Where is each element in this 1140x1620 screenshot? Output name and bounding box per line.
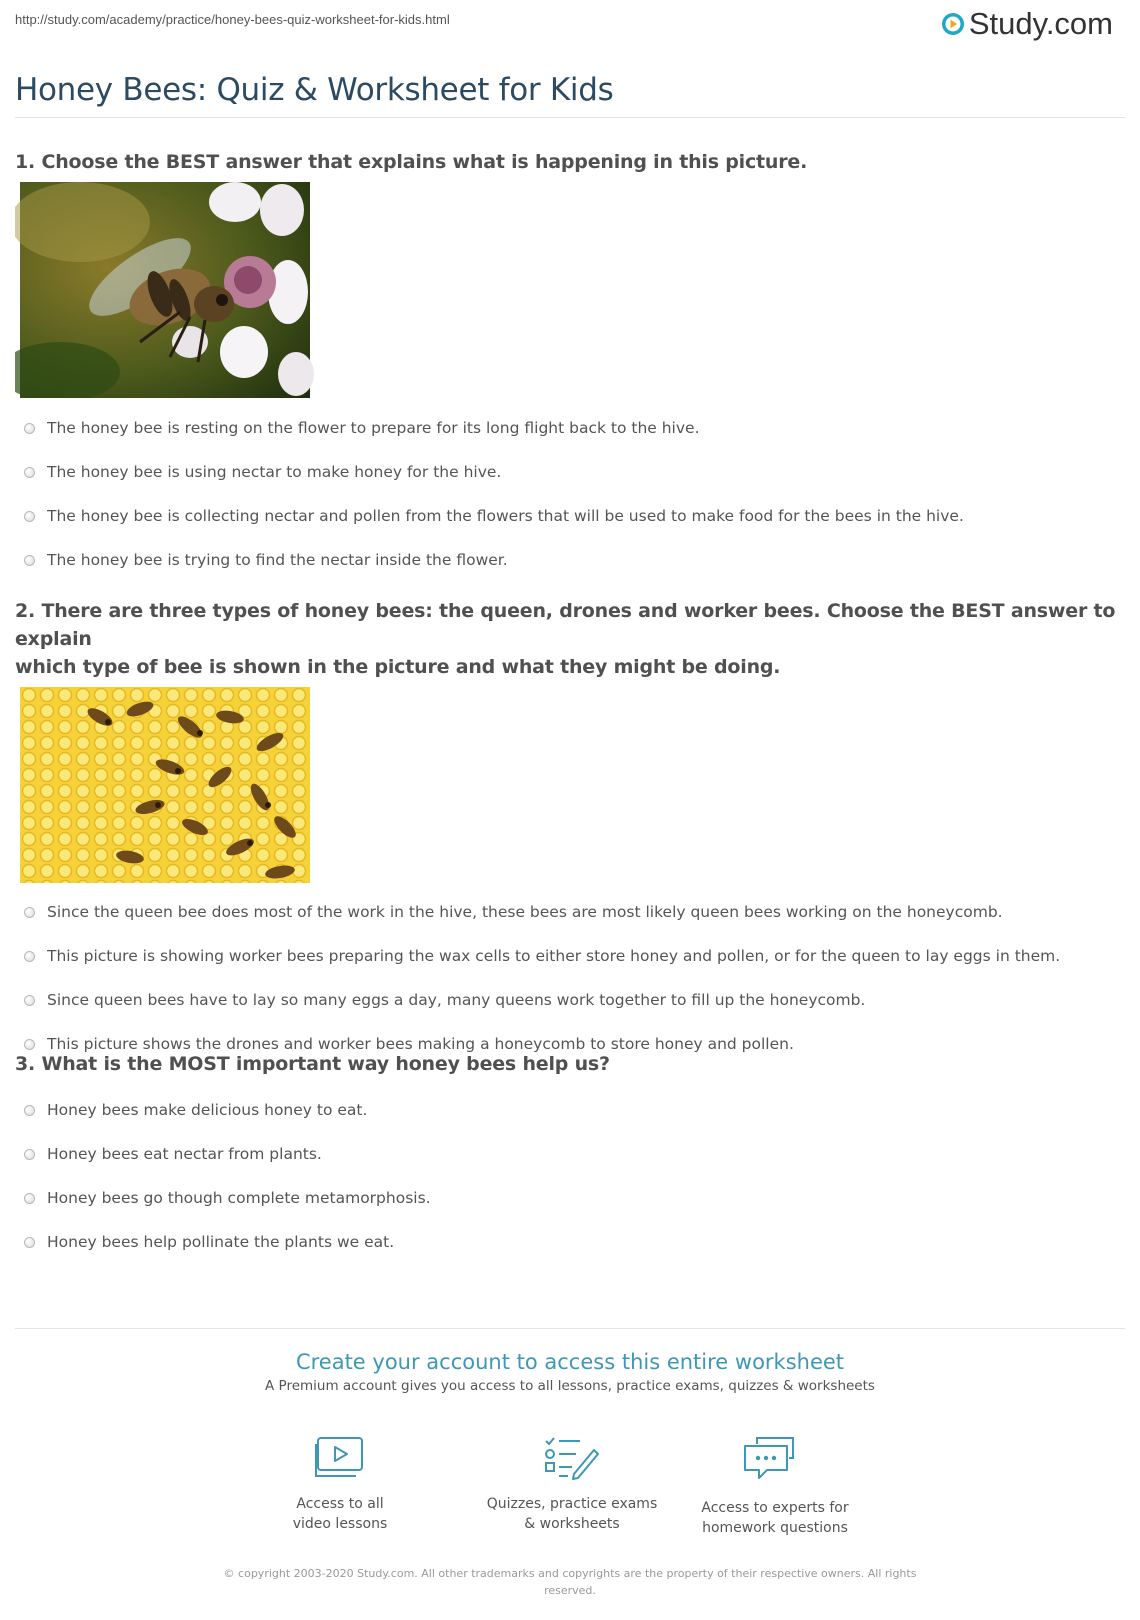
- signup-cta: [15, 1350, 1125, 1394]
- question-1-text: 1. Choose the BEST answer that explains what is happening in this picture.: [15, 151, 808, 173]
- radio-button-icon[interactable]: [24, 467, 35, 478]
- radio-button-icon[interactable]: [24, 1193, 35, 1204]
- question-3: [15, 1050, 1125, 1264]
- feature-label-line: & worksheets: [524, 1516, 620, 1532]
- answer-option[interactable]: [15, 538, 1125, 582]
- copyright-line: © copyright 2003-2020 Study.com. All other trademarks and copyrights are the property of their respective owners. All rights: [223, 1567, 917, 1580]
- title-divider: [15, 117, 1125, 118]
- answer-text: The honey bee is using nectar to make honey for the hive.: [47, 463, 502, 481]
- question-2-text-line1: 2. There are three types of honey bees: the queen, drones and worker bees. Choose the BEST answer to explain: [15, 600, 1116, 650]
- feature-video-lessons: [245, 1436, 435, 1534]
- answer-option[interactable]: [15, 978, 1125, 1022]
- question-2-text: [15, 597, 1125, 681]
- question-1: [15, 148, 1125, 582]
- answer-text: Honey bees help pollinate the plants we eat.: [47, 1233, 395, 1251]
- bees-on-honeycomb-image: [15, 687, 315, 883]
- cta-title-link[interactable]: Create your account to access this entire worksheet: [295, 1350, 845, 1374]
- radio-button-icon[interactable]: [24, 1105, 35, 1116]
- feature-label-line: Access to all: [296, 1496, 384, 1512]
- video-lessons-icon: [314, 1436, 366, 1480]
- feature-quizzes: [477, 1436, 667, 1534]
- study-logo[interactable]: [941, 6, 1113, 42]
- answer-option[interactable]: [15, 934, 1125, 978]
- radio-button-icon[interactable]: [24, 951, 35, 962]
- feature-label-line: Access to experts for: [701, 1500, 849, 1516]
- question-1-answers: [15, 406, 1125, 582]
- answer-option[interactable]: [15, 1176, 1125, 1220]
- radio-button-icon[interactable]: [24, 1149, 35, 1160]
- top-bar: [15, 0, 1125, 50]
- answer-text: This picture is showing worker bees preparing the wax cells to either store honey and pollen, or for the queen to lay eggs in them.: [47, 947, 1061, 965]
- answer-text: The honey bee is collecting nectar and pollen from the flowers that will be used to make food for the bees in the hive.: [47, 507, 964, 525]
- answer-option[interactable]: [15, 494, 1125, 538]
- study-logo-icon: [941, 12, 965, 36]
- feature-experts: [680, 1436, 870, 1538]
- worksheet-page: [15, 0, 1125, 1597]
- answer-text: Since queen bees have to lay so many eggs a day, many queens work together to fill up the honeycomb.: [47, 991, 866, 1009]
- answer-option[interactable]: [15, 890, 1125, 934]
- feature-label: [680, 1498, 870, 1538]
- radio-button-icon[interactable]: [24, 423, 35, 434]
- question-2-text-line2: which type of bee is shown in the picture and what they might be doing.: [15, 656, 781, 678]
- cta-subtitle: A Premium account gives you access to all lessons, practice exams, quizzes & worksheets: [265, 1378, 875, 1394]
- answer-text: Honey bees make delicious honey to eat.: [47, 1101, 368, 1119]
- answer-text: The honey bee is resting on the flower to prepare for its long flight back to the hive.: [47, 419, 700, 437]
- feature-label-line: video lessons: [292, 1516, 388, 1532]
- radio-button-icon[interactable]: [24, 511, 35, 522]
- copyright-line: reserved.: [544, 1584, 596, 1597]
- radio-button-icon[interactable]: [24, 907, 35, 918]
- answer-text: Honey bees eat nectar from plants.: [47, 1145, 322, 1163]
- quiz-checklist-icon: [544, 1436, 600, 1480]
- feature-label: [245, 1494, 435, 1534]
- page-url: http://study.com/academy/practice/honey-bees-quiz-worksheet-for-kids.html: [15, 12, 450, 27]
- feature-label-line: homework questions: [702, 1520, 848, 1536]
- answer-option[interactable]: [15, 1132, 1125, 1176]
- question-2-answers: [15, 890, 1125, 1066]
- radio-button-icon[interactable]: [24, 555, 35, 566]
- feature-label-line: Quizzes, practice exams: [486, 1496, 658, 1512]
- copyright-notice: [210, 1565, 930, 1599]
- study-logo-text: Study.com: [968, 6, 1113, 41]
- answer-option[interactable]: [15, 1088, 1125, 1132]
- page-title: Honey Bees: Quiz & Worksheet for Kids: [15, 72, 614, 108]
- feature-label: [477, 1494, 667, 1534]
- answer-option[interactable]: [15, 450, 1125, 494]
- radio-button-icon[interactable]: [24, 995, 35, 1006]
- footer-divider: [15, 1328, 1125, 1329]
- answer-text: The honey bee is trying to find the nectar inside the flower.: [47, 551, 508, 569]
- bee-on-flower-image: [15, 182, 315, 398]
- question-2: [15, 597, 1125, 1066]
- answer-text: This picture shows the drones and worker bees making a honeycomb to store honey and pollen.: [47, 1035, 794, 1053]
- answer-option[interactable]: [15, 406, 1125, 450]
- radio-button-icon[interactable]: [24, 1039, 35, 1050]
- answer-text: Since the queen bee does most of the work in the hive, these bees are most likely queen bees working on the honeycomb.: [47, 903, 1003, 921]
- question-3-text: 3. What is the MOST important way honey bees help us?: [15, 1053, 610, 1075]
- question-3-answers: [15, 1088, 1125, 1264]
- radio-button-icon[interactable]: [24, 1237, 35, 1248]
- answer-option[interactable]: [15, 1220, 1125, 1264]
- chat-bubbles-icon: [743, 1436, 807, 1484]
- answer-text: Honey bees go though complete metamorphosis.: [47, 1189, 431, 1207]
